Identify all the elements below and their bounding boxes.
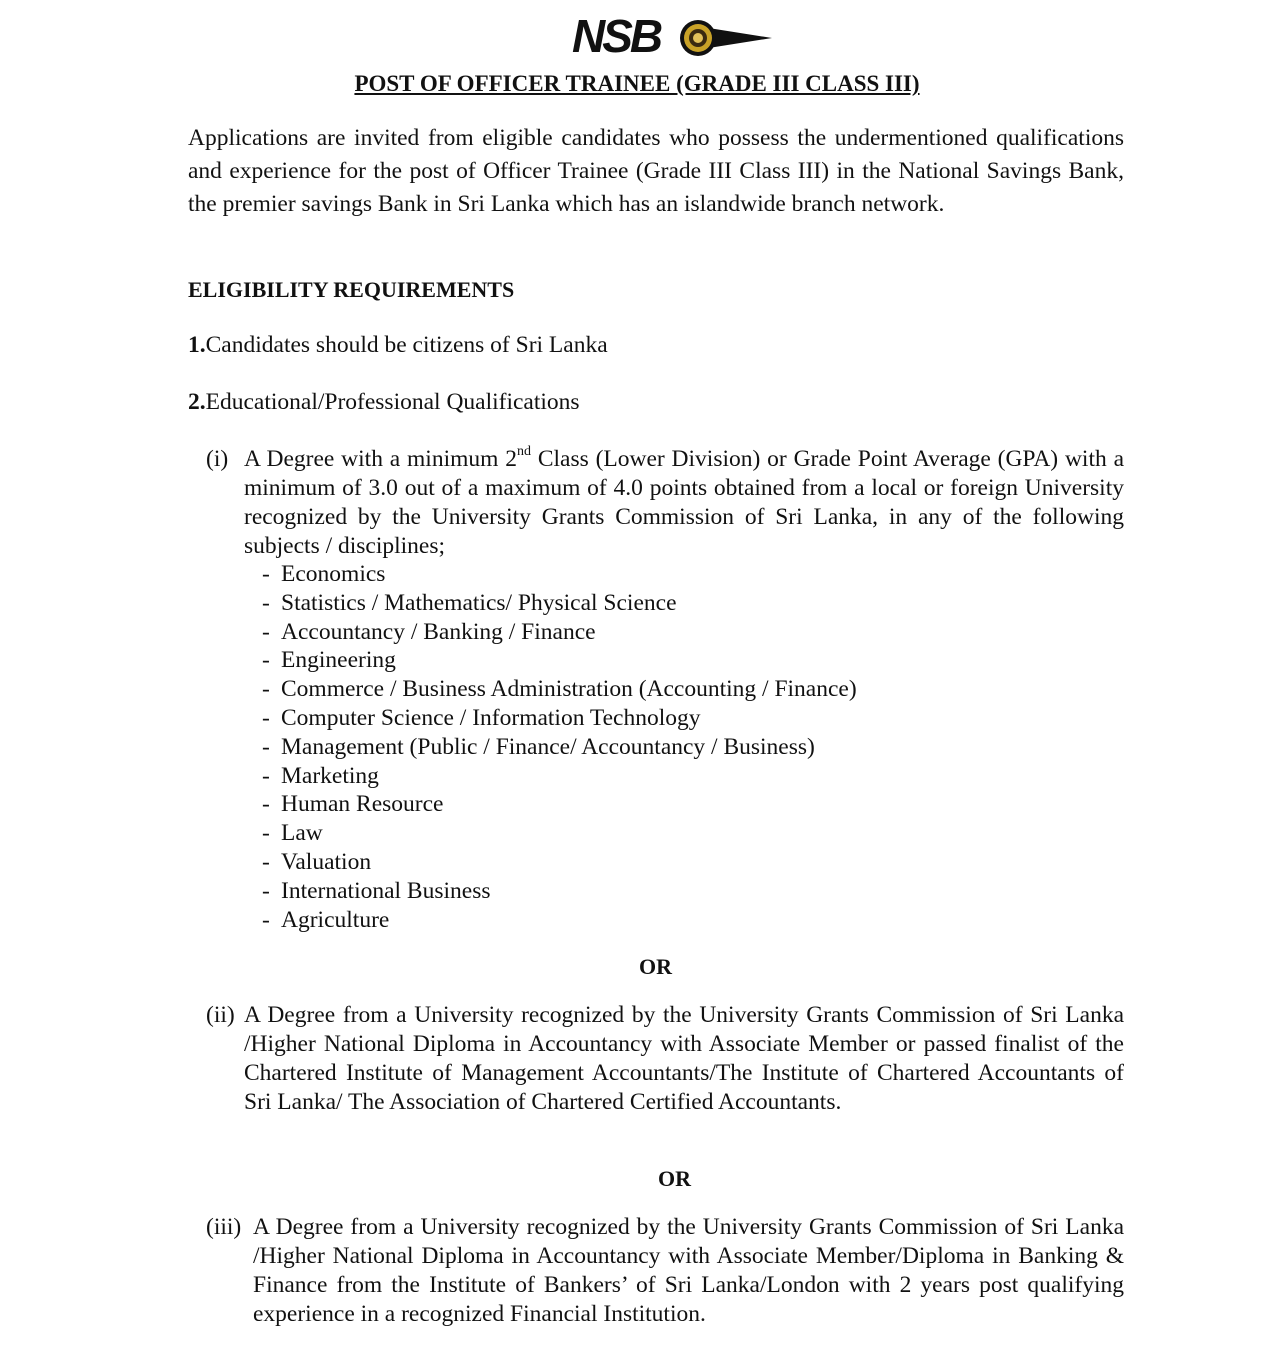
subject-text: Computer Science / Information Technology [281, 704, 701, 731]
requirement-text: Educational/Professional Qualifications [205, 389, 580, 415]
qualification-iii-text: A Degree from a University recognized by the University Grants Commission of Sri Lanka /Higher National Diploma in Accountancy with Associate Member/Diploma in Banking & Finance from the Institute of Bankers’ of Sri Lanka/London with 2 years post qualifying experience in a recognized Financial Institution. [253, 1214, 1124, 1327]
subject-item [262, 848, 857, 877]
subject-text: Accountancy / Banking / Finance [281, 618, 596, 645]
subject-text: Commerce / Business Administration (Accounting / Finance) [281, 676, 857, 703]
page-title: POST OF OFFICER TRAINEE (GRADE III CLASS III) [354, 71, 920, 96]
qualification-label-i: (i) [206, 446, 229, 472]
subject-item [262, 906, 857, 935]
requirement-text: Candidates should be citizens of Sri Lanka [205, 332, 608, 358]
list-dash: - [262, 733, 270, 760]
subject-text: Statistics / Mathematics/ Physical Science [281, 589, 677, 616]
requirement-2 [188, 387, 580, 417]
subject-item [262, 877, 857, 906]
subject-text: Management (Public / Finance/ Accountancy / Business) [281, 733, 815, 760]
list-dash: - [262, 906, 270, 933]
list-dash: - [262, 791, 270, 818]
list-dash: - [262, 877, 270, 904]
subject-item [262, 790, 857, 819]
list-dash: - [262, 561, 270, 587]
qualification-ii-text: A Degree from a University recognized by the University Grants Commission of Sri Lanka /Higher National Diploma in Accountancy with Associate Member or passed finalist of the Chartered Institute of Management Accountants/The Institute of Chartered Accountants of Sri Lanka/ The Association of Chartered Certified Accountants. [244, 1002, 1124, 1115]
subject-text: Law [281, 820, 323, 847]
subject-item [262, 560, 857, 589]
subject-item [262, 589, 857, 618]
list-dash: - [262, 762, 270, 789]
subject-item [262, 704, 857, 733]
subject-item [262, 819, 857, 848]
qualification-i-text [244, 445, 1124, 561]
list-dash: - [262, 618, 270, 645]
qualification-label-iii: (iii) [206, 1214, 242, 1240]
subject-item [262, 733, 857, 762]
qualification-label-ii: (ii) [206, 1002, 235, 1028]
eligibility-heading: ELIGIBILITY REQUIREMENTS [188, 277, 515, 302]
subject-item [262, 762, 857, 791]
list-dash: - [262, 589, 270, 616]
subject-text: Engineering [281, 647, 396, 674]
subject-text: International Business [281, 877, 491, 904]
or-separator-1: OR [639, 954, 672, 979]
subject-text: Agriculture [281, 906, 390, 933]
subject-list [262, 560, 857, 934]
list-dash: - [262, 820, 270, 847]
intro-paragraph: Applications are invited from eligible candidates who possess the undermentioned qualifications and experience for the post of Officer Trainee (Grade III Class III) in the National Savings Bank, the premier savings Bank in Sri Lanka which has an islandwide branch network. [188, 125, 1124, 217]
subject-item [262, 618, 857, 647]
requirement-number: 2. [188, 389, 206, 415]
subject-text: Economics [281, 561, 386, 587]
subject-text: Human Resource [281, 791, 444, 818]
ordinal-superscript: nd [517, 444, 531, 460]
or-separator-2: OR [658, 1166, 691, 1191]
list-dash: - [262, 704, 270, 731]
logo-seal-arrow-icon [676, 18, 772, 58]
subject-item [262, 646, 857, 675]
list-dash: - [262, 676, 270, 703]
requirement-number: 1. [188, 332, 206, 358]
qualification-i-part1: A Degree with a minimum 2 [244, 446, 517, 472]
nsb-logo [572, 10, 772, 62]
requirement-1 [188, 330, 608, 360]
subject-item [262, 675, 857, 704]
logo-text: NSB [572, 10, 661, 62]
subject-text: Valuation [281, 848, 372, 875]
list-dash: - [262, 848, 270, 875]
qualification-i-part2: Class (Lower Division) or Grade Point Average (GPA) with a minimum of 3.0 out of a maximum of 4.0 points obtained from a local or foreign University recognized by the University Grants Commission of Sri Lanka, in any of the following subjects / disciplines; [244, 446, 1124, 559]
subject-text: Marketing [281, 762, 379, 789]
list-dash: - [262, 647, 270, 674]
